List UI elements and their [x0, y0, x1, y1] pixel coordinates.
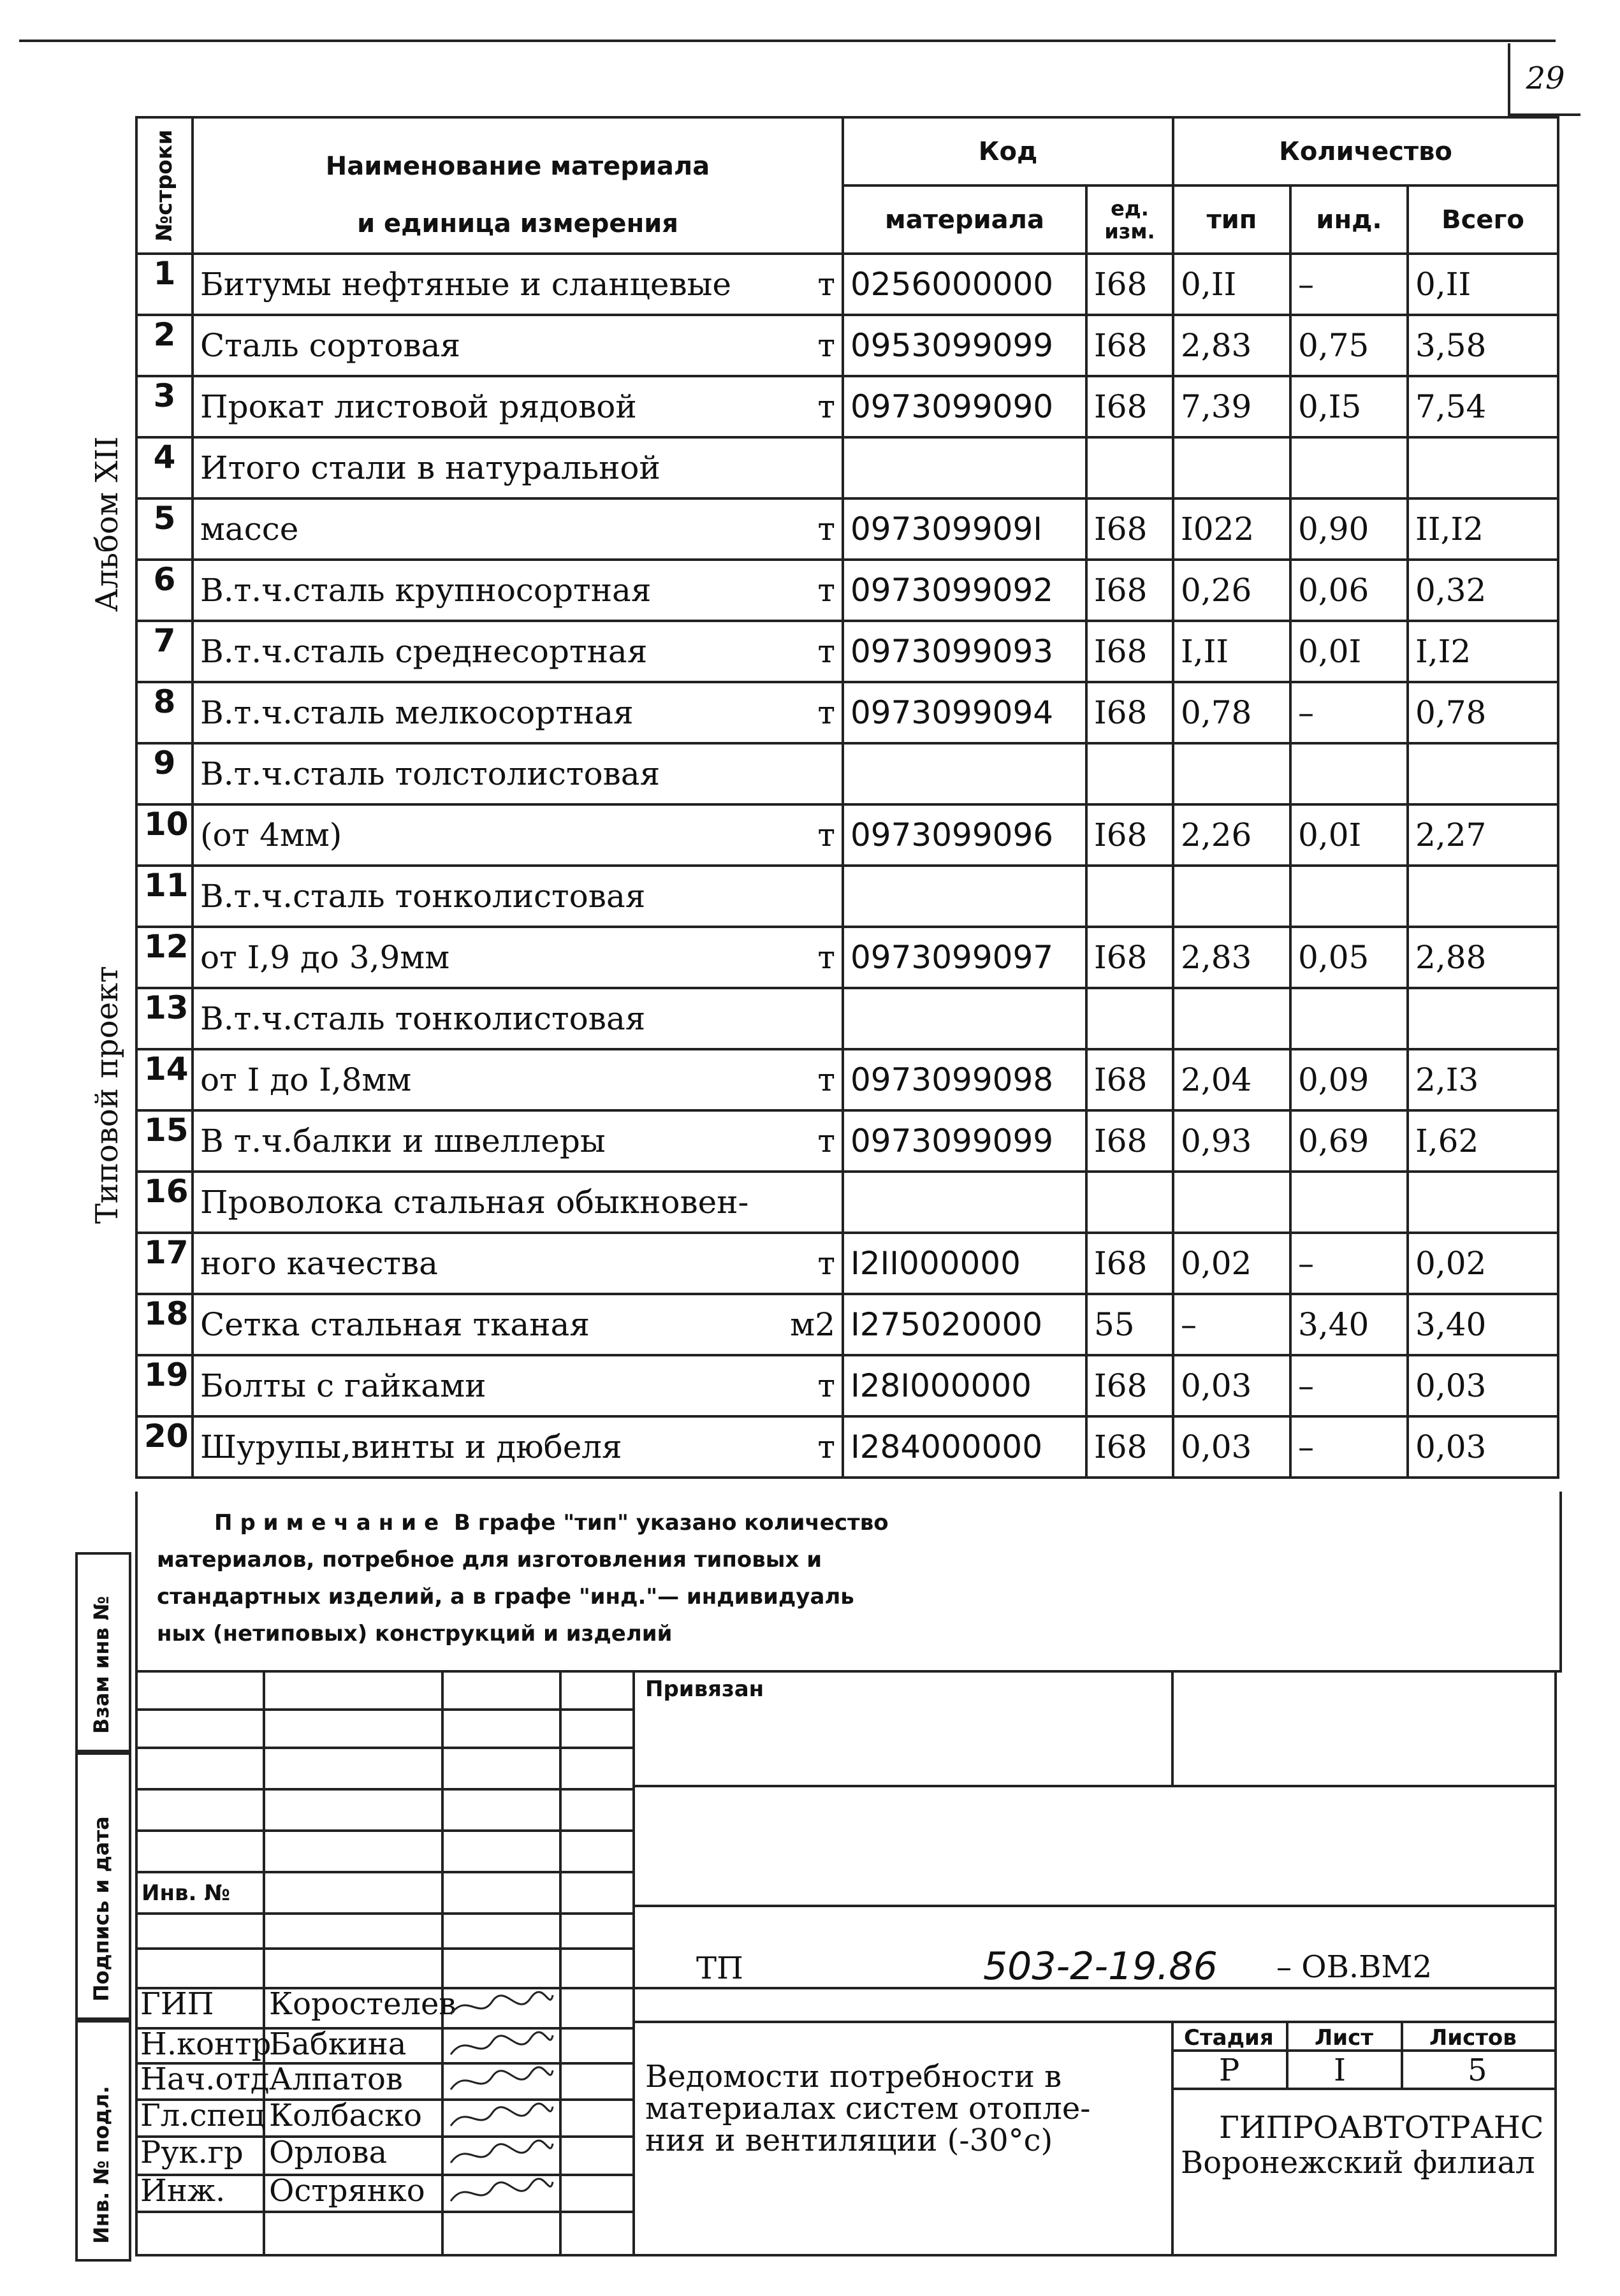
material-name: Сетка стальная тканая — [200, 1306, 590, 1343]
unit-code: 55 — [1086, 1294, 1173, 1355]
unit-code — [1086, 1172, 1173, 1233]
material-unit: т — [817, 1245, 835, 1282]
signature-name: Орлова — [269, 2135, 388, 2170]
material-code — [843, 1172, 1086, 1233]
material-name-cell — [193, 866, 843, 927]
material-name: В.т.ч.сталь среднесортная — [200, 633, 648, 670]
qty-type — [1173, 437, 1290, 498]
inventory-number-label: Инв. № — [142, 1880, 231, 1906]
qty-type: – — [1173, 1294, 1290, 1355]
signature-role: Инж. — [140, 2173, 226, 2209]
material-name: Прокат листовой рядовой — [200, 388, 637, 425]
unit-code — [1086, 866, 1173, 927]
material-unit: т — [817, 817, 835, 854]
qty-total: 2,88 — [1408, 927, 1558, 988]
material-name-cell — [193, 988, 843, 1049]
qty-type: 7,39 — [1173, 376, 1290, 437]
unit-code: I68 — [1086, 1233, 1173, 1294]
material-name: Сталь сортовая — [200, 327, 460, 364]
material-name-header: Наименование материала и единица измерения — [193, 117, 843, 254]
row-number: 9 — [136, 743, 193, 804]
material-unit: т — [817, 633, 835, 670]
row-number: 15 — [136, 1110, 193, 1172]
qty-total: 0,03 — [1408, 1416, 1558, 1478]
material-name-cell — [193, 1233, 843, 1294]
material-code: 0973099099 — [843, 1110, 1086, 1172]
table-row — [136, 560, 1558, 621]
qty-total: 3,40 — [1408, 1294, 1558, 1355]
sheet-label: Лист — [1315, 2025, 1373, 2051]
qty-type: 0,II — [1173, 254, 1290, 315]
row-number: 17 — [136, 1233, 193, 1294]
qty-total-header: Всего — [1408, 185, 1558, 254]
qty-type: I022 — [1173, 498, 1290, 560]
row-number: 3 — [136, 376, 193, 437]
qty-ind: – — [1290, 682, 1408, 743]
material-name: В.т.ч.сталь крупносортная — [200, 572, 652, 609]
material-unit: т — [817, 1367, 835, 1404]
note-line-4: ных (нетиповых) конструкций и изделий — [157, 1621, 673, 1646]
material-name-cell — [193, 1110, 843, 1172]
table-row — [136, 315, 1558, 376]
unit-code: I68 — [1086, 498, 1173, 560]
table-row — [136, 621, 1558, 682]
material-name: В.т.ч.сталь тонколистовая — [200, 878, 646, 915]
qty-ind-header: инд. — [1290, 185, 1408, 254]
quantity-header: Количество — [1173, 117, 1558, 185]
handwritten-signature — [448, 1989, 556, 2024]
qty-ind: 0,09 — [1290, 1049, 1408, 1110]
unit-code: I68 — [1086, 1049, 1173, 1110]
material-name: В.т.ч.сталь мелкосортная — [200, 694, 634, 731]
material-unit: т — [817, 266, 835, 303]
material-name: ного качества — [200, 1245, 438, 1282]
material-name: от I,9 до 3,9мм — [200, 939, 450, 976]
signature-role: Нач.отд — [140, 2061, 270, 2097]
unit-code — [1086, 743, 1173, 804]
qty-ind: 0,90 — [1290, 498, 1408, 560]
qty-total: 0,78 — [1408, 682, 1558, 743]
material-unit: т — [817, 1061, 835, 1098]
qty-type: 2,04 — [1173, 1049, 1290, 1110]
qty-ind: 0,0I — [1290, 804, 1408, 866]
qty-total: 7,54 — [1408, 376, 1558, 437]
material-unit: т — [817, 572, 835, 609]
qty-type: I,II — [1173, 621, 1290, 682]
unit-code: I68 — [1086, 560, 1173, 621]
material-name: Проволока стальная обыкновен- — [200, 1184, 749, 1221]
qty-total — [1408, 1172, 1558, 1233]
album-label: Альбом XII — [89, 436, 125, 612]
material-name: от I до I,8мм — [200, 1061, 412, 1098]
note-line-1: В графе "тип" указано количество — [453, 1510, 889, 1536]
unit-code: I68 — [1086, 315, 1173, 376]
row-number: 2 — [136, 315, 193, 376]
material-code — [843, 988, 1086, 1049]
qty-type-header: тип — [1173, 185, 1290, 254]
note-line-3: стандартных изделий, а в графе "инд."— индивидуаль — [157, 1584, 854, 1609]
qty-ind: 0,69 — [1290, 1110, 1408, 1172]
row-number: 5 — [136, 498, 193, 560]
qty-total: I,62 — [1408, 1110, 1558, 1172]
row-number: 11 — [136, 866, 193, 927]
unit-code: I68 — [1086, 804, 1173, 866]
handwritten-signature — [448, 2029, 556, 2064]
material-code: 097309909I — [843, 498, 1086, 560]
attached-label: Привязан — [645, 1676, 764, 1702]
material-name-cell — [193, 804, 843, 866]
row-number: 12 — [136, 927, 193, 988]
doc-title-line-3: ния и вентиляции (-30°с) — [645, 2123, 1053, 2158]
qty-total — [1408, 988, 1558, 1049]
material-code: 0973099093 — [843, 621, 1086, 682]
material-unit: м2 — [790, 1306, 835, 1343]
note-block — [135, 1492, 1562, 1673]
qty-type: 0,02 — [1173, 1233, 1290, 1294]
material-name-cell — [193, 1355, 843, 1416]
stage-value: Р — [1219, 2053, 1240, 2088]
qty-type: 2,26 — [1173, 804, 1290, 866]
table-row — [136, 866, 1558, 927]
project-label: Типовой проект — [89, 966, 125, 1224]
material-unit: т — [817, 694, 835, 731]
material-name: В т.ч.балки и швеллеры — [200, 1123, 606, 1159]
document-designation: 503-2-19.86 — [983, 1944, 1218, 1989]
unit-code: I68 — [1086, 927, 1173, 988]
material-code — [843, 743, 1086, 804]
material-code: 0973099098 — [843, 1049, 1086, 1110]
doc-title-line-1: Ведомости потребности в — [645, 2059, 1062, 2095]
unit-code: I68 — [1086, 682, 1173, 743]
code-material-header: материала — [843, 185, 1086, 254]
qty-ind: 0,06 — [1290, 560, 1408, 621]
material-unit: т — [817, 1123, 835, 1159]
qty-total — [1408, 866, 1558, 927]
sidebar-inv-label: Инв. № подл. — [89, 2086, 113, 2244]
table-row — [136, 254, 1558, 315]
material-code: I2II000000 — [843, 1233, 1086, 1294]
qty-type: 2,83 — [1173, 927, 1290, 988]
qty-type: 0,26 — [1173, 560, 1290, 621]
material-code: 0973099097 — [843, 927, 1086, 988]
table-row — [136, 682, 1558, 743]
material-unit: т — [817, 1428, 835, 1465]
tp-label: ТП — [696, 1951, 743, 1986]
code-unit-header: ед. изм. — [1086, 185, 1173, 254]
signature-name: Алпатов — [269, 2061, 403, 2097]
table-row — [136, 437, 1558, 498]
material-name-cell — [193, 376, 843, 437]
table-row — [136, 1416, 1558, 1478]
unit-code: I68 — [1086, 1355, 1173, 1416]
qty-type: 2,83 — [1173, 315, 1290, 376]
qty-total: 2,I3 — [1408, 1049, 1558, 1110]
organization-name: ГИПРОАВТОТРАНС — [1219, 2110, 1544, 2146]
sheets-label: Листов — [1429, 2025, 1517, 2051]
qty-type: 0,03 — [1173, 1416, 1290, 1478]
material-unit: т — [817, 511, 835, 548]
material-name-cell — [193, 1172, 843, 1233]
sidebar-vzam-label: Взам инв № — [89, 1595, 113, 1734]
handwritten-signature — [448, 2100, 556, 2135]
signature-role: ГИП — [140, 1986, 214, 2022]
row-number: 13 — [136, 988, 193, 1049]
row-number: 20 — [136, 1416, 193, 1478]
handwritten-signature — [448, 2064, 556, 2099]
unit-code — [1086, 437, 1173, 498]
note-title: Примечание — [214, 1510, 447, 1536]
signature-name: Бабкина — [269, 2026, 407, 2062]
signature-name: Коростелев — [269, 1986, 456, 2022]
qty-ind — [1290, 866, 1408, 927]
material-name-cell — [193, 560, 843, 621]
qty-type — [1173, 1172, 1290, 1233]
qty-type — [1173, 866, 1290, 927]
material-name-cell — [193, 1294, 843, 1355]
qty-total: 0,32 — [1408, 560, 1558, 621]
qty-type — [1173, 988, 1290, 1049]
qty-total — [1408, 437, 1558, 498]
qty-ind — [1290, 988, 1408, 1049]
qty-ind: 0,75 — [1290, 315, 1408, 376]
material-code: 0973099094 — [843, 682, 1086, 743]
sheet-value: I — [1334, 2053, 1346, 2088]
qty-type: 0,78 — [1173, 682, 1290, 743]
material-code — [843, 866, 1086, 927]
table-row — [136, 804, 1558, 866]
qty-total: 3,58 — [1408, 315, 1558, 376]
row-number: 6 — [136, 560, 193, 621]
table-row — [136, 1172, 1558, 1233]
material-code: 0973099090 — [843, 376, 1086, 437]
table-row — [136, 1355, 1558, 1416]
signature-name: Острянко — [269, 2173, 425, 2209]
material-unit: т — [817, 388, 835, 425]
qty-ind: 0,05 — [1290, 927, 1408, 988]
qty-ind: 0,0I — [1290, 621, 1408, 682]
table-row — [136, 1049, 1558, 1110]
stage-label: Стадия — [1184, 2025, 1274, 2051]
table-row — [136, 743, 1558, 804]
qty-ind: 3,40 — [1290, 1294, 1408, 1355]
material-name-cell — [193, 682, 843, 743]
table-row — [136, 376, 1558, 437]
material-code: I28I000000 — [843, 1355, 1086, 1416]
row-number: 8 — [136, 682, 193, 743]
material-code: 0953099099 — [843, 315, 1086, 376]
material-code: I284000000 — [843, 1416, 1086, 1478]
row-number: 7 — [136, 621, 193, 682]
material-name: Битумы нефтяные и сланцевые — [200, 266, 731, 303]
table-row — [136, 1294, 1558, 1355]
material-name: Шурупы,винты и дюбеля — [200, 1428, 622, 1465]
unit-code: I68 — [1086, 1110, 1173, 1172]
qty-total: 0,II — [1408, 254, 1558, 315]
signature-name: Колбаско — [269, 2098, 422, 2133]
row-number: 10 — [136, 804, 193, 866]
material-name-cell — [193, 621, 843, 682]
table-row — [136, 988, 1558, 1049]
qty-total: 0,02 — [1408, 1233, 1558, 1294]
handwritten-signature — [448, 2137, 556, 2172]
material-code: 0973099096 — [843, 804, 1086, 866]
material-name: В.т.ч.сталь тонколистовая — [200, 1000, 646, 1037]
page-number: 29 — [1508, 43, 1580, 116]
material-name-cell — [193, 1049, 843, 1110]
material-name: В.т.ч.сталь толстолистовая — [200, 755, 660, 792]
sheets-value: 5 — [1468, 2053, 1487, 2088]
material-code: 0973099092 — [843, 560, 1086, 621]
unit-code: I68 — [1086, 1416, 1173, 1478]
document-designation-suffix: – ОВ.ВМ2 — [1276, 1949, 1433, 1985]
table-row — [136, 1233, 1558, 1294]
qty-total: 2,27 — [1408, 804, 1558, 866]
doc-title-line-2: материалах систем отопле- — [645, 2091, 1091, 2126]
qty-total: I,I2 — [1408, 621, 1558, 682]
unit-code: I68 — [1086, 376, 1173, 437]
material-unit: т — [817, 327, 835, 364]
qty-total: II,I2 — [1408, 498, 1558, 560]
qty-type — [1173, 743, 1290, 804]
qty-ind — [1290, 743, 1408, 804]
qty-ind — [1290, 437, 1408, 498]
organization-branch: Воронежский филиал — [1181, 2145, 1535, 2181]
material-code — [843, 437, 1086, 498]
signature-role: Н.контр — [140, 2026, 272, 2062]
qty-ind: – — [1290, 1233, 1408, 1294]
qty-type: 0,03 — [1173, 1355, 1290, 1416]
unit-code — [1086, 988, 1173, 1049]
signature-role: Рук.гр — [140, 2135, 244, 2170]
qty-type: 0,93 — [1173, 1110, 1290, 1172]
note-line-2: материалов, потребное для изготовления типовых и — [157, 1547, 822, 1573]
material-name-cell — [193, 437, 843, 498]
qty-ind — [1290, 1172, 1408, 1233]
row-number: 4 — [136, 437, 193, 498]
qty-ind: – — [1290, 1355, 1408, 1416]
qty-ind: 0,I5 — [1290, 376, 1408, 437]
materials-table — [135, 116, 1559, 1479]
row-number: 19 — [136, 1355, 193, 1416]
unit-code: I68 — [1086, 254, 1173, 315]
title-block — [135, 1670, 1557, 2256]
table-row — [136, 1110, 1558, 1172]
material-unit: т — [817, 939, 835, 976]
material-name-cell — [193, 254, 843, 315]
table-row — [136, 498, 1558, 560]
qty-ind: – — [1290, 1416, 1408, 1478]
material-name-cell — [193, 1416, 843, 1478]
material-name-cell — [193, 498, 843, 560]
material-name-cell — [193, 315, 843, 376]
material-name: Болты с гайками — [200, 1367, 486, 1404]
row-number: 1 — [136, 254, 193, 315]
material-name: Итого стали в натуральной — [200, 449, 660, 486]
material-name: (от 4мм) — [200, 817, 342, 854]
row-number: 14 — [136, 1049, 193, 1110]
material-name-cell — [193, 743, 843, 804]
material-code: 0256000000 — [843, 254, 1086, 315]
material-name: массе — [200, 511, 299, 548]
signature-role: Гл.спец — [140, 2098, 265, 2133]
handwritten-signature — [448, 2176, 556, 2211]
qty-total: 0,03 — [1408, 1355, 1558, 1416]
table-row — [136, 927, 1558, 988]
qty-total — [1408, 743, 1558, 804]
unit-code: I68 — [1086, 621, 1173, 682]
qty-ind: – — [1290, 254, 1408, 315]
material-name-cell — [193, 927, 843, 988]
row-number: 16 — [136, 1172, 193, 1233]
code-header: Код — [843, 117, 1173, 185]
sidebar-podpis-label: Подпись и дата — [89, 1816, 113, 2002]
material-code: I275020000 — [843, 1294, 1086, 1355]
row-number: 18 — [136, 1294, 193, 1355]
row-number-header: №строки — [136, 117, 193, 254]
